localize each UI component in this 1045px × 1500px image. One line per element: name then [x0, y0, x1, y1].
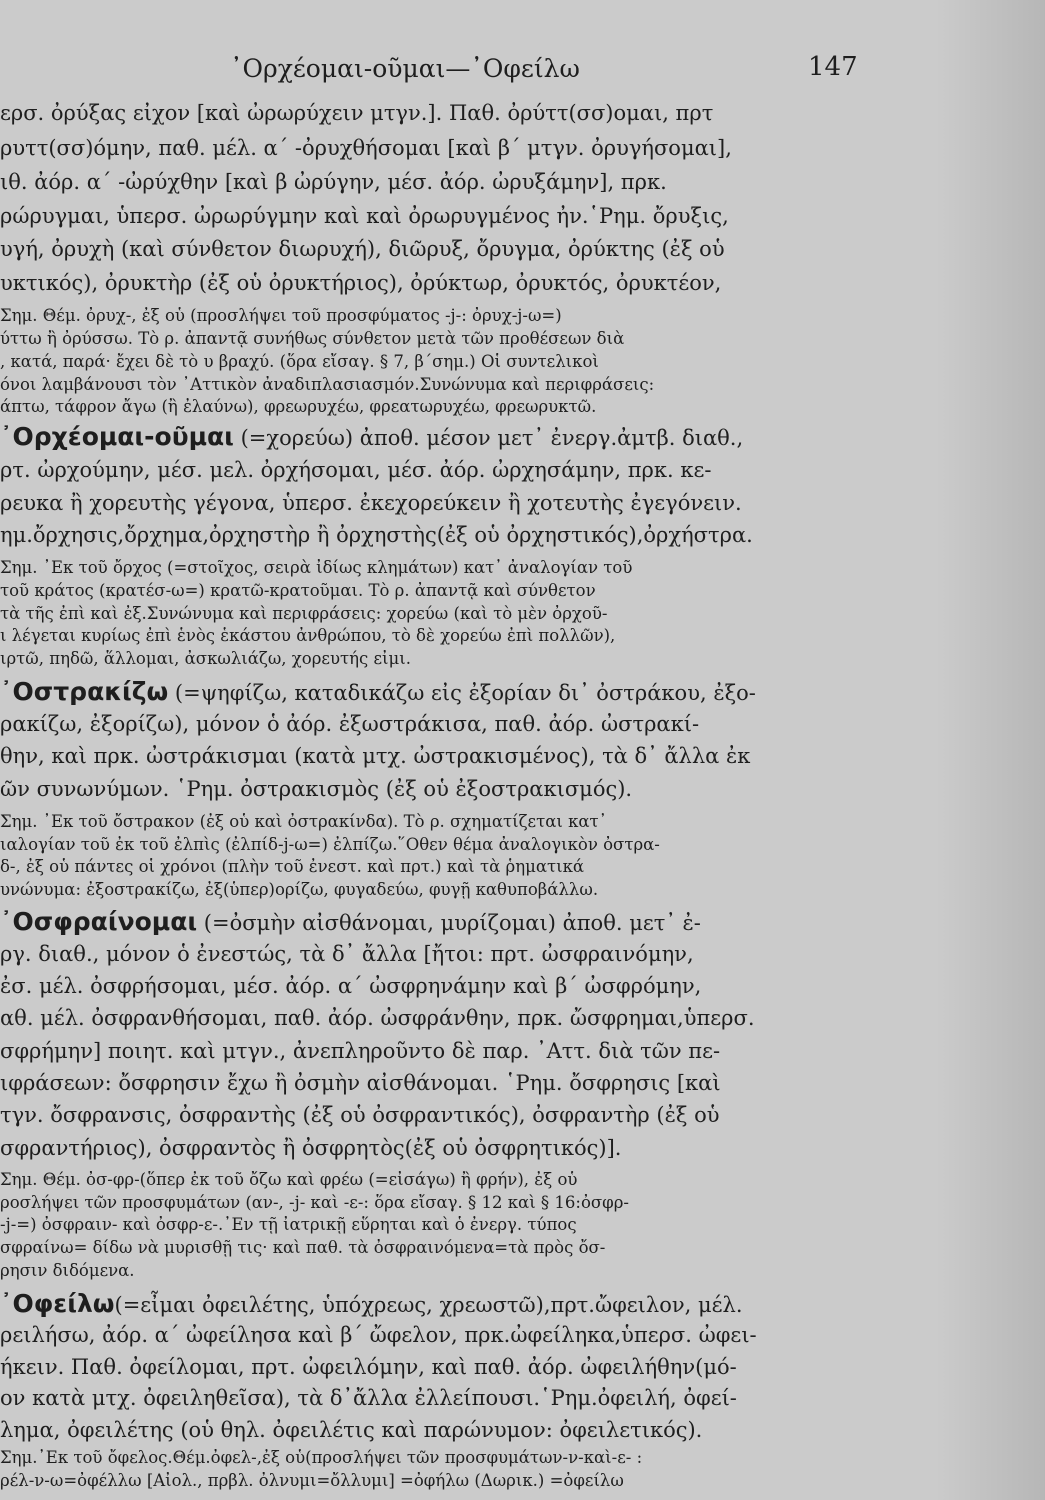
note-line: ύττω ἢ ὀρύσσω. Τὸ ρ. ἀπαντᾷ συνήθως σύνθετον μετὰ τῶν προθέσεων διὰ — [0, 330, 625, 348]
text-line: σφρήμην] ποιητ. καὶ μτγν., ἀνεπληροῦντο δὲ παρ. ᾽Αττ. διὰ τῶν πε- — [0, 1039, 721, 1063]
note-line: Σημ. ᾽Εκ τοῦ ὄρχος (=στοῖχος, σειρὰ ἰδίως κλημάτων) κατ᾽ ἀναλογίαν τοῦ — [0, 559, 633, 577]
text-line: ήκειν. Παθ. ὀφείλομαι, πρτ. ὠφειλόμην, καὶ παθ. ἀόρ. ὠφειλήθην(μό- — [0, 1356, 737, 1380]
running-head: ᾽Ορχέομαι-οῦμαι—᾽Οφείλω — [230, 54, 580, 83]
headword-opheilo: ᾽Οφείλω — [0, 1289, 115, 1318]
note-line: ροσλήψει τῶν προσφυμάτων (αν-, -j- καὶ -ε-: ὅρα εἴσαγ. § 12 καὶ § 16:ὀσφρ- — [0, 1193, 629, 1212]
entry-line — [0, 1290, 925, 1318]
text-line: υκτικός), ὀρυκτὴρ (ἐξ οὗ ὀρυκτήριος), ὀρύκτωρ, ὀρυκτός, ὀρυκτέον, — [0, 272, 722, 296]
note-line: Σημ. ᾽Εκ τοῦ ὄστρακον (ἐξ οὗ καὶ ὀστρακίνδα). Τὸ ρ. σχηματίζεται κατ᾽ — [0, 812, 607, 831]
note-line: ιαλογίαν τοῦ ἐκ τοῦ ἐλπὶς (ἐλπίδ-j-ω=) ἐλπίζω.῞Οθεν θέμα ἀναλογικὸν ὀστρα- — [0, 835, 660, 854]
text-line: υγή, ὀρυχὴ (καὶ σύνθετον διωρυχή), διῶρυξ, ὄρυγμα, ὀρύκτης (ἐξ οὗ — [0, 237, 725, 261]
text-line: ιθ. ἀόρ. α΄ -ὠρύχθην [καὶ β ὠρύγην, μέσ. ἀόρ. ὠρυξάμην], πρκ. — [0, 171, 667, 195]
text-line: ἐσ. μέλ. ὀσφρήσομαι, μέσ. ἀόρ. α΄ ὠσφρηνάμην καὶ β΄ ὠσφρόμην, — [0, 975, 702, 999]
text-line: ρευκα ἢ χορευτὴς γέγονα, ὑπερσ. ἐκεχορεύκειν ἢ χοτευτὴς ἐγεγόνειν. — [0, 491, 742, 515]
entry-text-span: (=χορεύω) ἀποθ. μέσον μετ᾽ ἐνεργ.ἀμτβ. διαθ., — [233, 426, 744, 451]
text-line: τγν. ὄσφρανσις, ὀσφραντὴς (ἐξ οὗ ὀσφραντικός), ὀσφραντὴρ (ἐξ οὗ — [0, 1104, 720, 1128]
note-line: τὰ τῆς ἐπὶ καὶ ἐξ.Συνώνυμα καὶ περιφράσεις: χορεύω (καὶ τὸ μὲν ὀρχοῦ- — [0, 604, 608, 623]
note-line: υνώνυμα: ἐξοστρακίζω, ἐξ(ὑπερ)ορίζω, φυγαδεύω, φυγῇ καθυποβάλλω. — [0, 881, 599, 900]
text-line: σφραντήριος), ὀσφραντὸς ἢ ὀσφρητὸς(ἐξ οὗ ὀσφρητικός)]. — [0, 1136, 622, 1160]
text-line: ιφράσεων: ὄσφρησιν ἔχω ἢ ὀσμὴν αἰσθάνομαι. ῾Ρημ. ὄσφρησις [καὶ — [0, 1072, 721, 1095]
entry-text-span: (=ψηφίζω, καταδικάζω εἰς ἐξορίαν δι᾽ ὀστράκου, ἐξο- — [168, 680, 756, 705]
text-line: ρυττ(σσ)όμην, παθ. μέλ. α΄ -ὀρυχθήσομαι [καὶ β΄ μτγν. ὀρυγήσομαι], — [0, 137, 732, 161]
headword-orcheomai: ᾽Ορχέομαι-οῦμαι — [0, 423, 234, 451]
note-line: τοῦ κράτος (κρατέσ-ω=) κρατῶ-κρατοῦμαι. Τὸ ρ. ἀπαντᾷ καὶ σύνθετον — [0, 581, 596, 600]
text-line: ρειλήσω, ἀόρ. α΄ ὠφείλησα καὶ β΄ ὤφελον, πρκ.ὠφείληκα,ὑπερσ. ὠφει- — [0, 1323, 757, 1347]
entry-line — [0, 423, 925, 451]
note-line: Σημ.᾽Εκ τοῦ ὄφελος.Θέμ.ὀφελ-,ἐξ οὗ(προσλήψει τῶν προσφυμάτων-ν-καὶ-ε- : — [0, 1449, 643, 1468]
note-line: δ-, ἐξ οὗ πάντες οἱ χρόνοι (πλὴν τοῦ ἐνεστ. καὶ πρτ.) καὶ τὰ ῥηματικά — [0, 858, 585, 877]
entry-text-span: (=εἶμαι ὀφειλέτης, ὑπόχρεως, χρεωστῶ),πρτ.ὤφειλον, μέλ. — [114, 1292, 743, 1317]
note-line: ρέλ-ν-ω=ὀφέλλω [Αἰολ., πρβλ. ὀλνυμι=ὄλλυμι] =ὀφήλω (Δωρικ.) =ὀφείλω — [0, 1472, 624, 1490]
note-line: ρησιν διδόμενα. — [0, 1262, 135, 1280]
note-line: , κατά, παρά· ἔχει δὲ τὸ υ βραχύ. (ὅρα εἴσαγ. § 7, β΄σημ.) Οἱ συντελικοὶ — [0, 352, 599, 371]
page-number: 147 — [808, 52, 858, 82]
text-line: ρακίζω, ἐξορίζω), μόνον ὁ ἀόρ. ἐξωστράκισα, παθ. ἀόρ. ὠστρακί- — [0, 712, 700, 736]
note-line: σφραίνω= δίδω νὰ μυρισθῇ τις· καὶ παθ. τὰ ὀσφραινόμενα=τὰ πρὸς ὄσ- — [0, 1239, 606, 1258]
text-line: ρτ. ὠρχούμην, μέσ. μελ. ὀρχήσομαι, μέσ. ἀόρ. ὠρχησάμην, πρκ. κε- — [0, 459, 712, 483]
text-line: θην, καὶ πρκ. ὠστράκισμαι (κατὰ μτχ. ὠστρακισμένος), τὰ δ᾽ ἄλλα ἐκ — [0, 745, 751, 769]
entry-line — [0, 678, 925, 706]
entry-line — [0, 908, 925, 936]
note-line: Σημ. Θέμ. ὀρυχ-, ἐξ οὗ (προσλήψει τοῦ προσφύματος -j-: ὀρυχ-j-ω=) — [0, 307, 562, 326]
text-line: ερσ. ὀρύξας εἶχον [καὶ ὠρωρύχειν μτγν.]. Παθ. ὀρύττ(σσ)ομαι, πρτ — [0, 102, 714, 125]
text-line: ημ.ὄρχησις,ὄρχημα,ὀρχηστὴρ ἢ ὀρχηστὴς(ἐξ οὗ ὀρχηστικός),ὀρχήστρα. — [0, 523, 753, 547]
note-line: ιρτῶ, πηδῶ, ἅλλομαι, ἀσκωλιάζω, χορευτής εἰμι. — [0, 650, 411, 669]
entry-text-span: (=ὀσμὴν αἰσθάνομαι, μυρίζομαι) ἀποθ. μετ᾽ ἐ- — [197, 910, 701, 935]
headword-ostrakizo: ᾽Οστρακίζω — [0, 677, 169, 706]
note-line: -j-=) ὀσφραιν- καὶ ὀσφρ-ε-.᾽Εν τῇ ἰατρικῇ εὕρηται καὶ ὁ ἐνεργ. τύπος — [0, 1216, 577, 1235]
text-line: λημα, ὀφειλέτης (οὗ θηλ. ὀφειλέτις καὶ παρώνυμον: ὀφειλετικός). — [0, 1418, 703, 1442]
headword-osphrainomai: ᾽Οσφραίνομαι — [0, 907, 198, 936]
note-line: όνοι λαμβάνουσι τὸν ᾽Αττικὸν ἀναδιπλασιασμόν.Συνώνυμα καὶ περιφράσεις: — [0, 375, 655, 394]
text-line: ργ. διαθ., μόνον ὁ ἐνεστώς, τὰ δ᾽ ἄλλα [ἤτοι: πρτ. ὠσφραινόμην, — [0, 942, 694, 966]
note-line: Σημ. Θέμ. ὀσ-φρ-(ὅπερ ἐκ τοῦ ὄζω καὶ φρέω (=εἰσάγω) ἢ φρήν), ἐξ οὗ — [0, 1170, 578, 1189]
text-line: ρώρυγμαι, ὑπερσ. ὠρωρύγμην καὶ καὶ ὀρωρυγμένος ἦν.῾Ρημ. ὄρυξις, — [0, 204, 729, 228]
text-line: ῶν συνωνύμων. ῾Ρημ. ὀστρακισμὸς (ἐξ οὗ ἐξοστρακισμός). — [0, 777, 633, 801]
text-line: αθ. μέλ. ὀσφρανθήσομαι, παθ. ἀόρ. ὠσφράνθην, πρκ. ὤσφρημαι,ὑπερσ. — [0, 1007, 755, 1031]
note-line: άπτω, τάφρον ἄγω (ἢ ἐλαύνω), φρεωρυχέω, φρεατωρυχέω, φρεωρυκτῶ. — [0, 398, 597, 417]
text-line: ον κατὰ μτχ. ὀφειληθεῖσα), τὰ δ᾽ἄλλα ἐλλείπουσι.῾Ρημ.ὀφειλή, ὀφεί- — [0, 1387, 737, 1411]
note-line: ι λέγεται κυρίως ἐπὶ ἑνὸς ἑκάστου ἀνθρώπου, τὸ δὲ χορεύω ἐπὶ πολλῶν), — [0, 627, 616, 646]
